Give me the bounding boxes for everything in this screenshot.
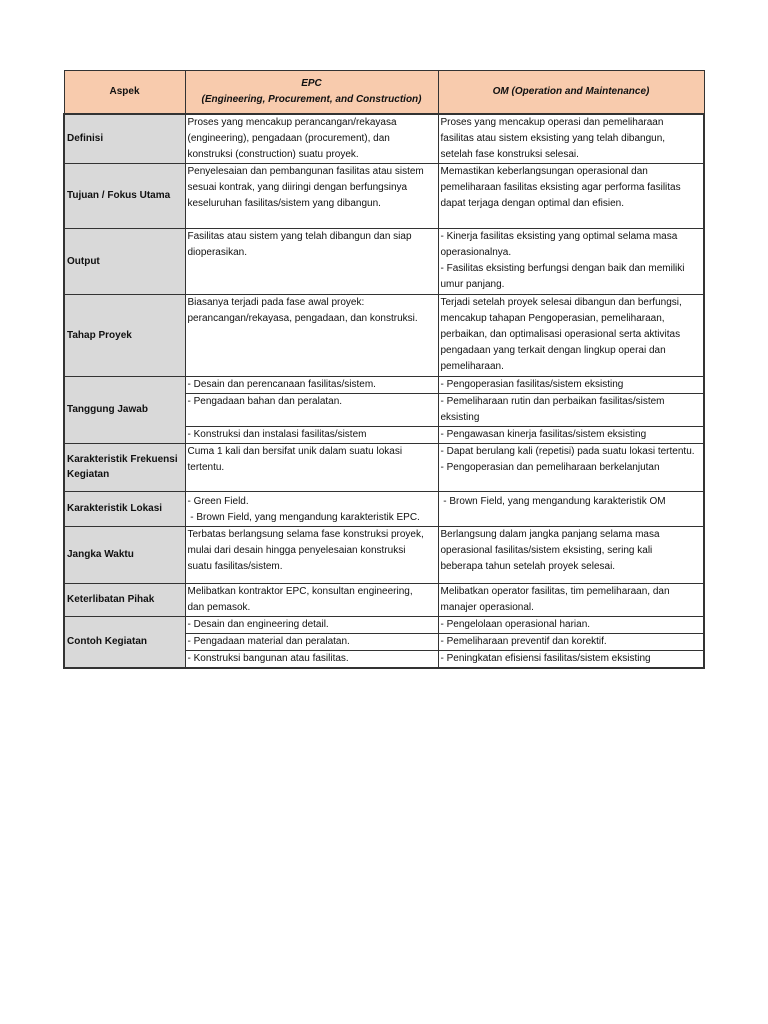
cell-line: - Desain dan perencanaan fasilitas/sistem.	[187, 378, 376, 390]
cell-line: Terbatas berlangsung selama fase konstruksi proyek,	[187, 528, 424, 540]
cell-line: Melibatkan operator fasilitas, tim pemeliharaan, dan	[440, 585, 670, 597]
cell-line: - Kinerja fasilitas eksisting yang optimal selama masa	[440, 230, 678, 242]
cell-line: - Peningkatan efisiensi fasilitas/sistem eksisting	[440, 652, 651, 664]
aspect-cell: Contoh Kegiatan	[64, 616, 185, 668]
cell-line: - Desain dan engineering detail.	[187, 618, 329, 630]
cell-line: Fasilitas atau sistem yang telah dibangun dan siap	[187, 230, 412, 242]
row-tanggung-jawab	[64, 376, 704, 393]
cell-line: Biasanya terjadi pada fase awal proyek:	[187, 296, 365, 308]
om-cell	[438, 376, 704, 393]
cell-line: Memastikan keberlangsungan operasional dan	[440, 165, 648, 177]
cell-line: perancangan/rekayasa, pengadaan, dan konstruksi.	[187, 312, 418, 324]
om-cell	[438, 294, 704, 376]
cell-line: mulai dari desain hingga penyelesaian konstruksi	[187, 544, 406, 556]
comparison-table	[63, 70, 705, 669]
om-cell	[438, 426, 704, 443]
cell-line: Cuma 1 kali dan bersifat unik dalam suatu lokasi	[187, 445, 403, 457]
row-output	[64, 228, 704, 294]
header-aspect-text: Aspek	[109, 85, 140, 97]
epc-cell	[185, 443, 438, 491]
header-epc	[185, 71, 438, 114]
row-contoh-kegiatan	[64, 616, 704, 633]
cell-line: Melibatkan kontraktor EPC, konsultan engineering,	[187, 585, 413, 597]
epc-cell	[185, 616, 438, 633]
epc-cell	[185, 633, 438, 650]
om-cell	[438, 163, 704, 228]
cell-line: - Konstruksi dan instalasi fasilitas/sistem	[187, 428, 367, 440]
cell-line: (engineering), pengadaan (procurement), dan	[187, 132, 390, 144]
cell-line: setelah fase konstruksi selesai.	[440, 148, 579, 160]
header-epc-subtitle: (Engineering, Procurement, and Construction)	[201, 93, 422, 105]
cell-line: operasional fasilitas/sistem eksisting, sering kali	[440, 544, 653, 556]
cell-line: pemeliharaan fasilitas eksisting agar performa fasilitas	[440, 181, 681, 193]
om-cell	[438, 443, 704, 491]
om-cell	[438, 616, 704, 633]
aspect-cell: Tanggung Jawab	[64, 376, 185, 443]
cell-line: eksisting	[440, 411, 480, 423]
cell-line: Berlangsung dalam jangka panjang selama masa	[440, 528, 660, 540]
epc-cell	[185, 114, 438, 164]
cell-line: Proses yang mencakup perancangan/rekayasa	[187, 116, 397, 128]
header-om	[438, 71, 704, 114]
cell-line: - Pengadaan material dan peralatan.	[187, 635, 350, 647]
aspect-cell: Tahap Proyek	[64, 294, 185, 376]
om-cell	[438, 526, 704, 583]
cell-line: - Pemeliharaan rutin dan perbaikan fasilitas/sistem	[440, 395, 665, 407]
epc-cell	[185, 426, 438, 443]
cell-line: umur panjang.	[440, 278, 505, 290]
cell-line: Proses yang mencakup operasi dan pemeliharaan	[440, 116, 664, 128]
cell-line: - Green Field.	[187, 495, 249, 507]
om-cell	[438, 650, 704, 668]
cell-line: manajer operasional.	[440, 601, 534, 613]
aspect-cell: Karakteristik Lokasi	[64, 491, 185, 526]
cell-line: tertentu.	[187, 461, 225, 473]
om-cell	[438, 583, 704, 616]
cell-line: - Brown Field, yang mengandung karakteristik EPC.	[187, 511, 420, 523]
cell-line: - Pengoperasian dan pemeliharaan berkelanjutan	[440, 461, 660, 473]
cell-line: suatu fasilitas/sistem.	[187, 560, 283, 572]
aspect-cell: Keterlibatan Pihak	[64, 583, 185, 616]
cell-line: operasionalnya.	[440, 246, 512, 258]
epc-cell	[185, 376, 438, 393]
cell-line: keseluruhan fasilitas/sistem yang dibangun.	[187, 197, 381, 209]
aspect-cell: Tujuan / Fokus Utama	[64, 163, 185, 228]
cell-line: Terjadi setelah proyek selesai dibangun dan berfungsi,	[440, 296, 682, 308]
cell-line: - Pemeliharaan preventif dan korektif.	[440, 635, 607, 647]
cell-line: Penyelesaian dan pembangunan fasilitas atau sistem	[187, 165, 424, 177]
cell-line: fasilitas atau sistem eksisting yang telah dibangun,	[440, 132, 666, 144]
row-frekuensi	[64, 443, 704, 491]
row-keterlibatan-pihak	[64, 583, 704, 616]
row-definisi	[64, 114, 704, 164]
cell-line: dapat terjaga dengan optimal dan efisien.	[440, 197, 624, 209]
header-row	[64, 71, 704, 114]
cell-line: dioperasikan.	[187, 246, 247, 258]
om-cell	[438, 491, 704, 526]
om-cell	[438, 633, 704, 650]
cell-line: dan pemasok.	[187, 601, 251, 613]
header-epc-title: EPC	[301, 77, 322, 89]
epc-cell	[185, 163, 438, 228]
aspect-line: Karakteristik Frekuensi	[67, 454, 178, 465]
epc-cell	[185, 526, 438, 583]
aspect-line: Kegiatan	[67, 469, 110, 480]
cell-line: - Pengoperasian fasilitas/sistem eksisting	[440, 378, 624, 390]
cell-line: - Brown Field, yang mengandung karakteristik OM	[440, 495, 666, 507]
row-lokasi	[64, 491, 704, 526]
cell-line: mencakup tahapan Pengoperasian, pemeliharaan,	[440, 312, 665, 324]
row-jangka-waktu	[64, 526, 704, 583]
cell-line: perbaikan, dan optimalisasi operasional serta aktivitas	[440, 328, 681, 340]
cell-line: pengadaan yang terkait dengan lingkup operai dan	[440, 344, 666, 356]
om-cell	[438, 393, 704, 426]
epc-cell	[185, 294, 438, 376]
cell-line: sesuai kontrak, yang diiringi dengan berfungsinya	[187, 181, 408, 193]
row-tahap-proyek	[64, 294, 704, 376]
aspect-cell	[64, 443, 185, 491]
cell-line: - Pengadaan bahan dan peralatan.	[187, 395, 343, 407]
epc-cell	[185, 650, 438, 668]
epc-cell	[185, 583, 438, 616]
om-cell	[438, 114, 704, 164]
aspect-cell: Definisi	[64, 114, 185, 164]
aspect-cell: Jangka Waktu	[64, 526, 185, 583]
aspect-cell: Output	[64, 228, 185, 294]
cell-line: - Pengawasan kinerja fasilitas/sistem eksisting	[440, 428, 647, 440]
epc-cell	[185, 393, 438, 426]
cell-line: - Pengelolaan operasional harian.	[440, 618, 591, 630]
cell-line: - Dapat berulang kali (repetisi) pada suatu lokasi tertentu.	[440, 445, 695, 457]
header-aspect	[64, 71, 185, 114]
cell-line: pemeliharaan.	[440, 360, 504, 372]
epc-cell	[185, 491, 438, 526]
epc-cell	[185, 228, 438, 294]
cell-line: - Konstruksi bangunan atau fasilitas.	[187, 652, 349, 664]
cell-line: - Fasilitas eksisting berfungsi dengan baik dan memiliki	[440, 262, 685, 274]
cell-line: konstruksi (construction) suatu proyek.	[187, 148, 359, 160]
om-cell	[438, 228, 704, 294]
row-tujuan	[64, 163, 704, 228]
cell-line: beberapa tahun setelah proyek selesai.	[440, 560, 616, 572]
header-om-title: OM (Operation and Maintenance)	[492, 85, 650, 97]
